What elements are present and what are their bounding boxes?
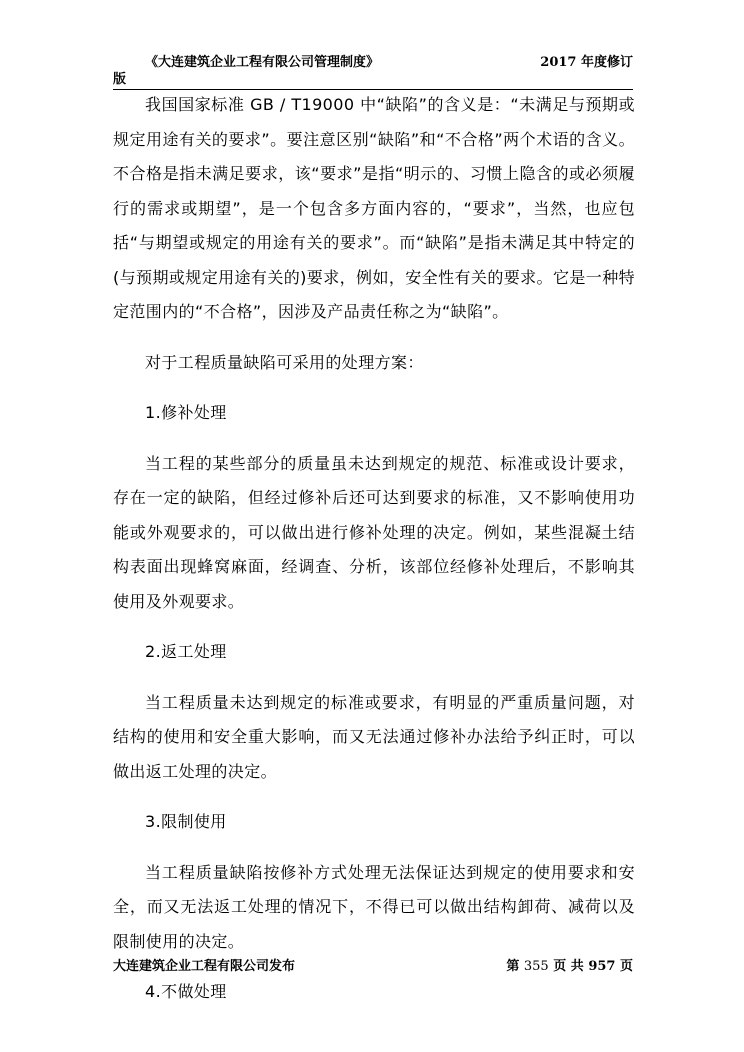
heading-rework: 2.返工处理 xyxy=(145,642,227,661)
current-page-number: 355 xyxy=(523,959,549,974)
header-title: 《大连建筑企业工程有限公司管理制度》 xyxy=(145,55,380,70)
paragraph-treatment-intro: 对于工程质量缺陷可采用的处理方案： xyxy=(145,352,424,372)
page-number xyxy=(506,958,633,976)
document-body xyxy=(113,88,635,1010)
paragraph-repair: 当工程的某些部分的质量虽未达到规定的规范、标准或设计要求，存在一定的缺陷，但经过修补后还可达到要求的标准，又不影响使用功能或外观要求的，可以做出进行修补处理的决定。例如，某些混凝土结构表面出现蜂窝麻面，经调查、分析，该部位经修补处理后，不影响其使用及外观要求。 xyxy=(113,453,635,611)
heading-restricted-use: 3.限制使用 xyxy=(145,812,227,831)
page-footer xyxy=(113,958,633,978)
paragraph-restricted-use: 当工程质量缺陷按修补方式处理无法保证达到规定的使用要求和安全，而又无法返工处理的情况下，不得已可以做出结构卸荷、减荷以及限制使用的决定。 xyxy=(113,862,635,951)
header-revision: 2017 年度修订 xyxy=(540,55,633,70)
heading-no-treatment: 4.不做处理 xyxy=(145,982,227,1001)
page-suffix: 页 xyxy=(619,959,633,974)
paragraph-defect-definition: 我国国家标准 GB / T19000 中“缺陷”的含义是：“未满足与预期或规定用途有关的要求”。要注意区别“缺陷”和“不合格”两个术语的含义。不合格是指未满足要求，该“要求”是指“明示的、习惯上隐含的或必须履行的需求或期望”，是一个包含多方面内容的，“要求”，当然，也应包括“与期望或规定的用途有关的要求”。而“缺陷”是指未满足其中特定的(与预期或规定用途有关的)要求，例如，安全性有关的要求。它是一种特定范围内的“不合格”，因涉及产品责任称之为“缺陷”。 xyxy=(113,95,635,321)
header-revision-wrap: 版 xyxy=(113,72,127,87)
page-mid: 页 共 xyxy=(553,959,584,974)
footer-publisher: 大连建筑企业工程有限公司发布 xyxy=(113,959,296,974)
heading-repair: 1.修补处理 xyxy=(145,403,227,422)
page-header xyxy=(113,54,633,90)
total-pages-number: 957 xyxy=(588,959,616,974)
paragraph-rework: 当工程质量未达到规定的标准或要求，有明显的严重质量问题，对结构的使用和安全重大影响，而又无法通过修补办法给予纠正时，可以做出返工处理的决定。 xyxy=(113,692,635,781)
page-prefix: 第 xyxy=(506,959,520,974)
